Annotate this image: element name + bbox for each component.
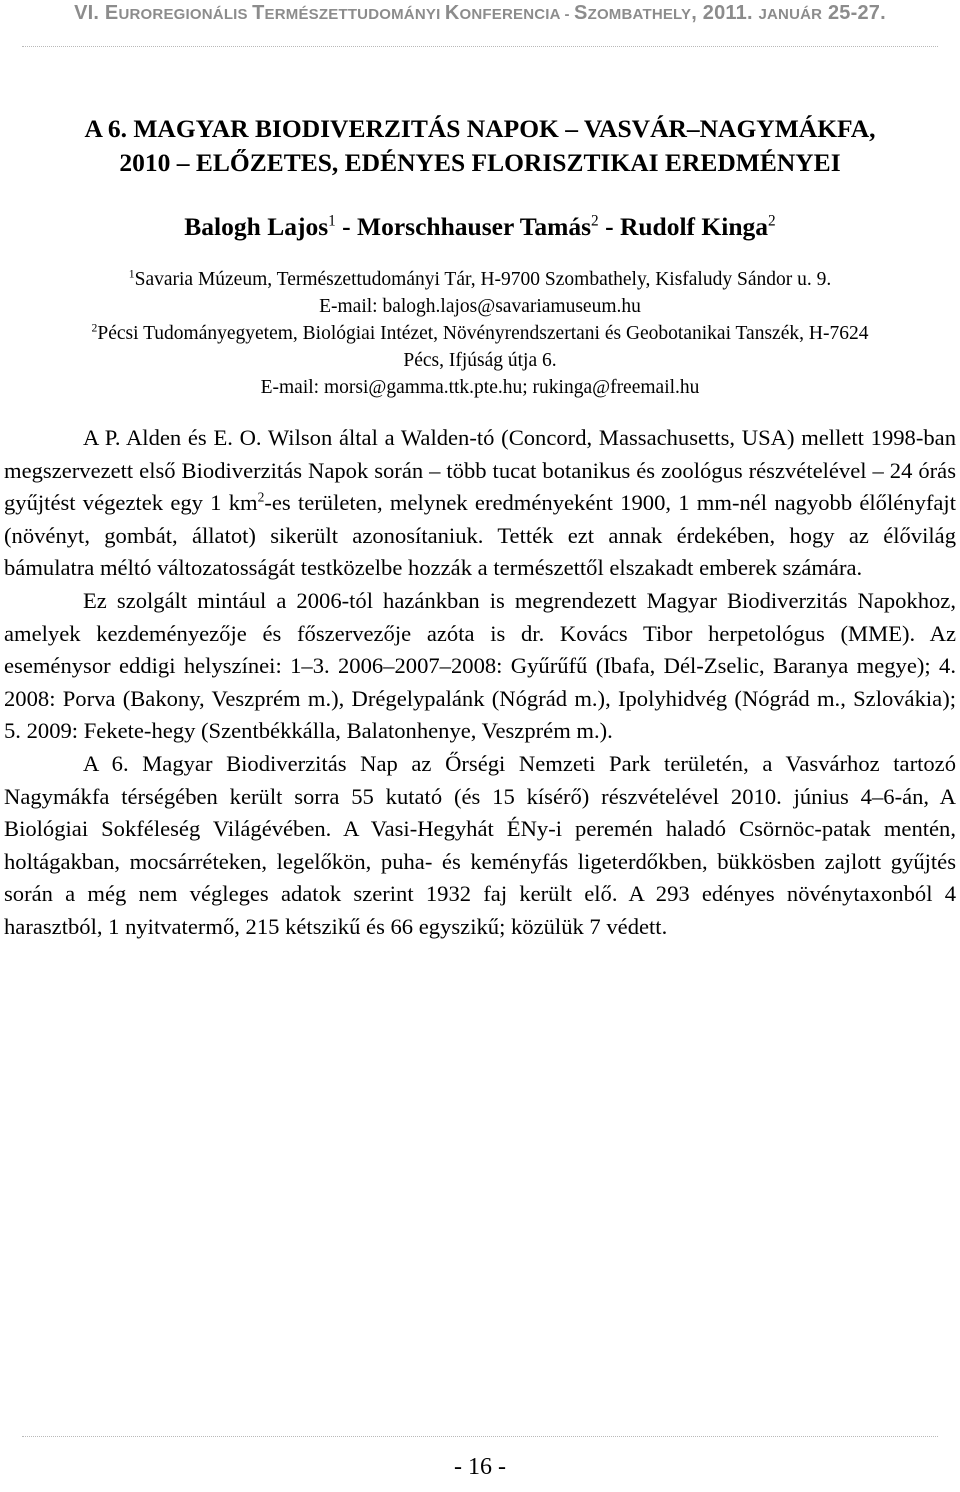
paragraph-text: -es területen, melynek eredményeként 1900, 1 mm-nél nagyobb élőlényfajt (növényt, gombát, állatot) sikerült azonosítaniuk. Tették ezt annak érdekében, hogy az élővilág bámulatra méltó változatosságát testközelbe hozzák a természettől elszakadt emberek számára. — [4, 490, 956, 581]
footer-divider — [22, 1436, 938, 1437]
body-paragraph: A 6. Magyar Biodiverzitás Nap az Őrségi Nemzeti Park területén, a Vasvárhoz tartozó Nagymákfa térségében került sorra 55 kutató (és 15 kísérő) részvételével 2010. június 4–6-án, A Biológiai Sokféleség Világévében. A Vasi-Hegyhát ÉNy-i peremén haladó Csörnöc-patak mentén, holtágakban, mocsárréteken, legelőkön, puha- és keményfás ligeterdőkben, bükkösben zajlott gyűjtés során a még nem végleges adatok szerint 1932 faj került elő. A 293 edényes növénytaxonból 4 harasztból, 1 nyitvatermő, 215 kétszikű és 66 egyszikű; közülük 7 védett. — [4, 750, 956, 939]
author-list — [0, 210, 960, 244]
affiliations — [0, 266, 960, 401]
header-part: ONFERENCIA - — [459, 6, 575, 23]
header-part: ERMÉSZETTUDOMÁNYI — [264, 6, 445, 23]
header-part: K — [444, 2, 460, 24]
superscript: 2 — [257, 489, 265, 505]
affiliation-2 — [0, 320, 960, 347]
author-name: - Rudolf Kinga — [598, 212, 769, 241]
affiliation-2-email: E-mail: morsi@gamma.ttk.pte.hu; rukinga@freemail.hu — [260, 377, 700, 398]
running-header — [0, 2, 960, 25]
affiliation-2-address: Pécs, Ifjúság útja 6. — [403, 350, 557, 371]
header-part: 25-27. — [822, 2, 886, 24]
header-part: S — [574, 2, 588, 24]
affiliation-text: Pécsi Tudományegyetem, Biológiai Intézet, Növényrendszertani és Geobotanikai Tanszék, H-7624 — [97, 323, 869, 344]
page-number: - 16 - — [454, 1454, 506, 1480]
article-title — [0, 112, 960, 180]
affiliation-mark: 2 — [91, 321, 98, 335]
title-line-1: A 6. MAGYAR BIODIVERZITÁS NAPOK – VASVÁR–NAGYMÁKFA, — [84, 114, 876, 143]
header-part: UROREGIONÁLIS — [118, 6, 253, 23]
article-body — [4, 422, 956, 944]
affiliation-1-email: E-mail: balogh.lajos@savariamuseum.hu — [319, 296, 641, 317]
affiliation-1 — [0, 266, 960, 293]
header-divider — [22, 46, 938, 47]
header-part: JANUÁR — [758, 6, 823, 23]
author-affiliation-mark: 2 — [768, 212, 776, 230]
paragraph-text: A P. Alden és E. O. Wilson által a Walden-tó (Concord, Massachusetts, USA) mellett 1998-ban megszervezett első Biodiverzitás Napok során – több tucat botanikus és zoológus részvételével – 24 órás gyűjtést végeztek egy 1 km — [4, 425, 956, 516]
author-name: Balogh Lajos — [184, 212, 329, 241]
author-affiliation-mark: 2 — [591, 212, 599, 230]
affiliation-mark: 1 — [128, 267, 135, 281]
body-paragraph — [4, 422, 956, 585]
affiliation-text: Savaria Múzeum, Természettudományi Tár, H-9700 Szombathely, Kisfaludy Sándor u. 9. — [134, 269, 832, 290]
author-name: - Morschhauser Tamás — [335, 212, 592, 241]
header-part: T — [252, 2, 265, 24]
header-part: VI. E — [74, 2, 119, 24]
body-paragraph: Ez szolgált mintául a 2006-tól hazánkban is megrendezett Magyar Biodiverzitás Napokhoz, amelyek kezdeményezője és főszervezője azóta is dr. Kovács Tibor herpetológus (MME). Az eseménysor eddigi helyszínei: 1–3. 2006–2007–2008: Gyűrűfű (Ibafa, Dél-Zselic, Baranya megye); 4. 2008: Porva (Bakony, Veszprém m.), Drégelypalánk (Nógrád m.), Ipolyhidvég (Nógrád m., Szlovákia); 5. 2009: Fekete-hegy (Szentbékkálla, Balatonhenye, Veszprém m.). — [4, 587, 956, 744]
header-part: ZOMBATHELY — [587, 6, 692, 23]
header-part: , 2011. — [691, 2, 759, 24]
title-line-2: 2010 – ELŐZETES, EDÉNYES FLORISZTIKAI EREDMÉNYEI — [119, 148, 841, 177]
author-affiliation-mark: 1 — [328, 212, 336, 230]
